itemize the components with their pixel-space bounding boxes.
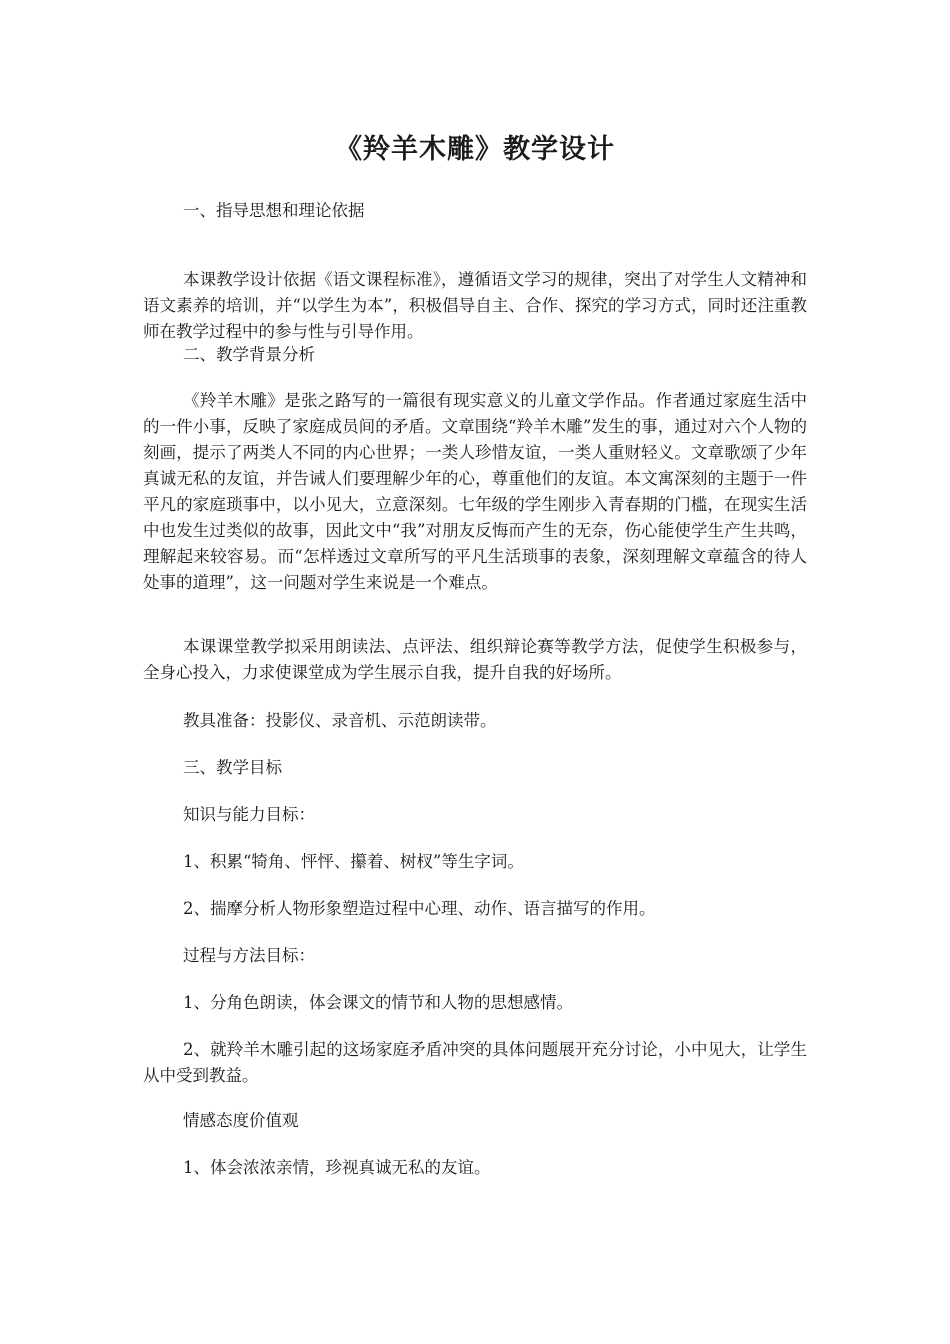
paragraph-text-analysis: 《羚羊木雕》是张之路写的一篇很有现实意义的儿童文学作品。作者通过家庭生活中的一件小事，反映了家庭成员间的矛盾。文章围绕“羚羊木雕”发生的事，通过对六个人物的刻画，提示了两类人不同的内心世界；一类人珍惜友谊，一类人重财轻义。文章歌颂了少年真诚无私的友谊，并告诫人们要理解少年的心，尊重他们的友谊。本文寓深刻的主题于一件平凡的家庭琐事中，以小见大，立意深刻。七年级的学生刚步入青春期的门槛，在现实生活中也发生过类似的故事，因此文中“我”对朋友反悔而产生的无奈，伤心能使学生产生共鸣，理解起来较容易。而“怎样透过文章所写的平凡生活琐事的表象，深刻理解文章蕴含的待人处事的道理”，这一问题对学生来说是一个难点。 <box>143 391 807 592</box>
heading-background-analysis: 二、教学背景分析 <box>183 345 315 364</box>
objective-process-1: 1、分角色朗读，体会课文的情节和人物的思想感情。 <box>183 993 573 1012</box>
heading-teaching-objectives: 三、教学目标 <box>183 758 282 777</box>
subheading-process-method: 过程与方法目标： <box>183 946 315 965</box>
paragraph-teaching-aids: 教具准备：投影仪、录音机、示范朗读带。 <box>183 711 497 730</box>
objective-knowledge-1: 1、积累“犄角、怦怦、攥着、树杈”等生字词。 <box>183 852 524 871</box>
objective-knowledge-2: 2、揣摩分析人物形象塑造过程中心理、动作、语言描写的作用。 <box>183 899 656 918</box>
heading-guiding-principles: 一、指导思想和理论依据 <box>183 201 365 220</box>
paragraph-design-basis: 本课教学设计依据《语文课程标准》，遵循语文学习的规律，突出了对学生人文精神和语文素养的培训，并“以学生为本”，积极倡导自主、合作、探究的学习方式，同时还注重教师在教学过程中的参与性与引导作用。 <box>143 270 807 341</box>
subheading-knowledge-ability: 知识与能力目标： <box>183 805 315 824</box>
objective-emotion-1: 1、体会浓浓亲情，珍视真诚无私的友谊。 <box>183 1158 491 1177</box>
subheading-emotion-values: 情感态度价值观 <box>183 1111 299 1130</box>
document-title: 《羚羊木雕》教学设计 <box>335 134 615 165</box>
paragraph-teaching-methods: 本课课堂教学拟采用朗读法、点评法、组织辩论赛等教学方法，促使学生积极参与，全身心投入，力求使课堂成为学生展示自我，提升自我的好场所。 <box>143 637 807 682</box>
objective-process-2: 2、就羚羊木雕引起的这场家庭矛盾冲突的具体问题展开充分讨论，小中见大，让学生从中受到教益。 <box>143 1040 807 1085</box>
